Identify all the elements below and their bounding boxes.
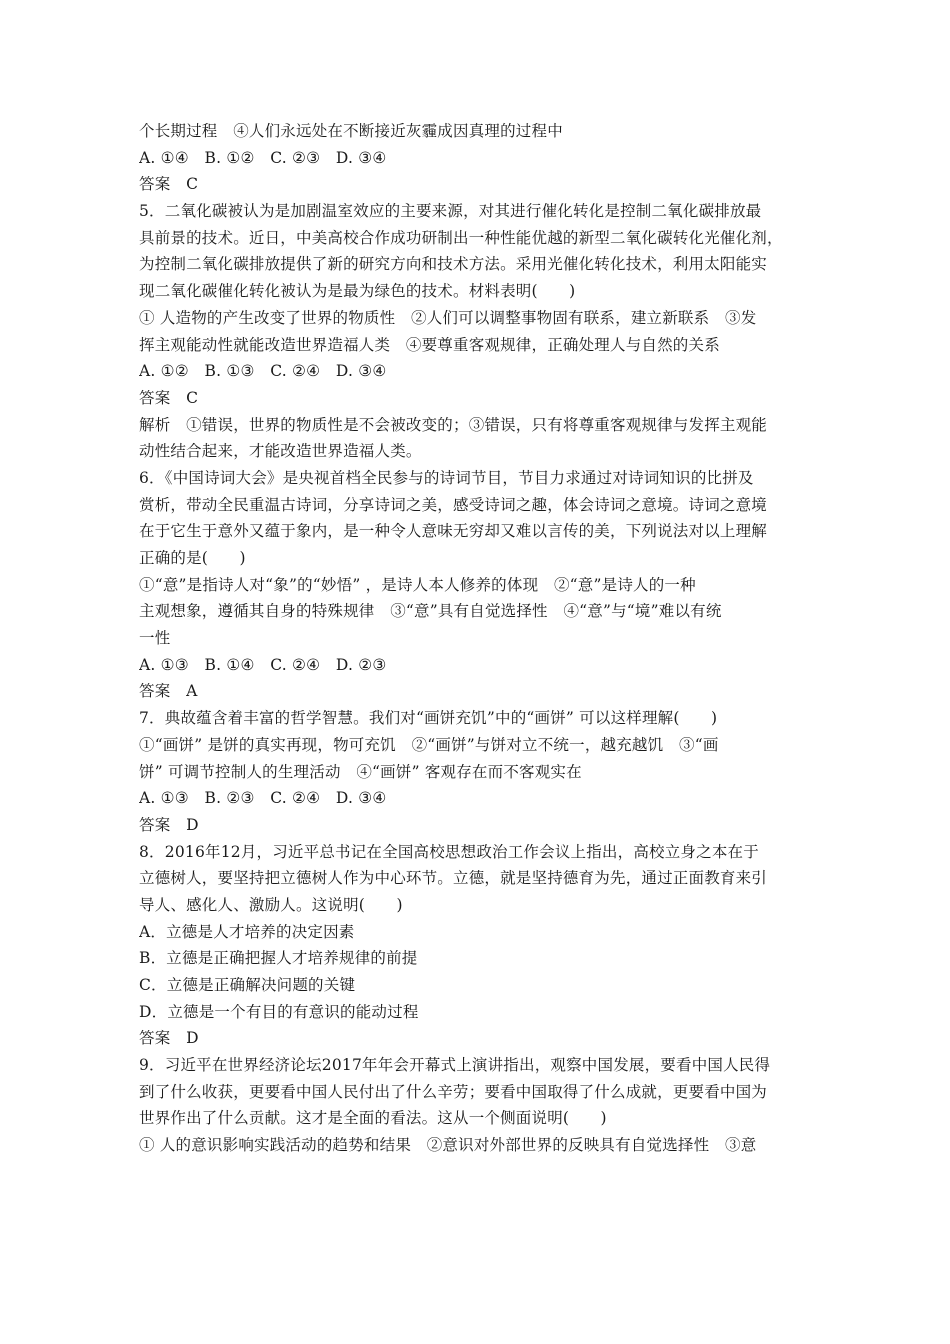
text-line: ①“画饼” 是饼的真实再现，物可充饥 ②“画饼”与饼对立不统一，越充越饥 ③“画 (139, 735, 719, 754)
text-line: 答案 C (139, 175, 199, 194)
text-line: ① 人造物的产生改变了世界的物质性 ②人们可以调整事物固有联系，建立新联系 ③发 (139, 308, 757, 327)
text-line: 世界作出了什么贡献。这才是全面的看法。这从一个侧面说明( ) (139, 1109, 607, 1128)
text-line: 解析 ①错误，世界的物质性是不会被改变的；③错误，只有将尊重客观规律与发挥主观能 (139, 415, 768, 434)
text-line: 9．习近平在世界经济论坛2017年年会开幕式上演讲指出，观察中国发展，要看中国人民得 (139, 1056, 771, 1075)
text-line: 导人、感化人、激励人。这说明( ) (139, 895, 403, 914)
text-line: 6．《中国诗词大会》是央视首档全民参与的诗词节目，节目力求通过对诗词知识的比拼及 (139, 468, 754, 487)
text-line: 主观想象，遵循其自身的特殊规律 ③“意”具有自觉选择性 ④“意”与“境”难以有统 (139, 602, 722, 621)
text-line: 答案 A (139, 682, 198, 701)
text-line: 饼” 可调节控制人的生理活动 ④“画饼” 客观存在而不客观实在 (139, 762, 582, 781)
text-line: 挥主观能动性就能改造世界造福人类 ④要尊重客观规律，正确处理人与自然的关系 (139, 335, 720, 354)
text-line: A. ①③ B. ②③ C. ②④ D. ③④ (139, 789, 387, 808)
text-line: 现二氧化碳催化转化被认为是最为绿色的技术。材料表明( ) (139, 282, 576, 301)
text-line: D．立德是一个有目的有意识的能动过程 (139, 1002, 419, 1021)
text-line: A. ①② B. ①③ C. ②④ D. ③④ (139, 362, 387, 381)
text-line: 到了什么收获，更要看中国人民付出了什么辛劳；要看中国取得了什么成就，更要看中国为 (139, 1082, 768, 1101)
document-page (139, 118, 814, 1159)
text-line: 个长期过程 ④人们永远处在不断接近灰霾成因真理的过程中 (139, 122, 563, 140)
text-line: 正确的是( ) (139, 549, 246, 567)
text-line: 一性 (139, 629, 171, 648)
text-line: 立德树人，要坚持把立德树人作为中心环节。立德，就是坚持德育为先，通过正面教育来引 (139, 869, 768, 888)
text-line: 动性结合起来，才能改造世界造福人类。 (139, 442, 422, 461)
text-line: 为控制二氧化碳排放提供了新的研究方向和技术方法。采用光催化转化技术，利用太阳能实 (139, 255, 768, 274)
text-line: ①“意”是指诗人对“象”的“妙悟” ，是诗人本人修养的体现 ②“意”是诗人的一种 (139, 575, 696, 594)
text-line: 答案 D (139, 1029, 199, 1048)
text-line: 7．典故蕴含着丰富的哲学智慧。我们对“画饼充饥”中的“画饼” 可以这样理解( ) (139, 709, 718, 728)
text-line: 具前景的技术。近日，中美高校合作成功研制出一种性能优越的新型二氧化碳转化光催化剂， (139, 228, 783, 247)
text-line: 在于它生于意外又蕴于象内，是一种令人意味无穷却又难以言传的美，下列说法对以上理解 (139, 522, 768, 541)
text-line: A. ①④ B. ①② C. ②③ D. ③④ (139, 148, 387, 167)
text-line: A．立德是人才培养的决定因素 (139, 922, 355, 941)
text-line: ① 人的意识影响实践活动的趋势和结果 ②意识对外部世界的反映具有自觉选择性 ③意 (139, 1136, 757, 1155)
text-line: B．立德是正确把握人才培养规律的前提 (139, 949, 418, 968)
text-line: A. ①③ B. ①④ C. ②④ D. ②③ (139, 655, 387, 674)
text-line: 8．2016年12月，习近平总书记在全国高校思想政治工作会议上指出，高校立身之本在于 (139, 842, 759, 861)
text-line: 赏析，带动全民重温古诗词，分享诗词之美，感受诗词之趣，体会诗词之意境。诗词之意境 (139, 495, 768, 514)
text-line: 答案 D (139, 815, 199, 834)
text-line: 答案 C (139, 388, 199, 407)
text-line: 5．二氧化碳被认为是加剧温室效应的主要来源，对其进行催化转化是控制二氧化碳排放最 (139, 202, 762, 221)
text-line: C．立德是正确解决问题的关键 (139, 976, 356, 994)
